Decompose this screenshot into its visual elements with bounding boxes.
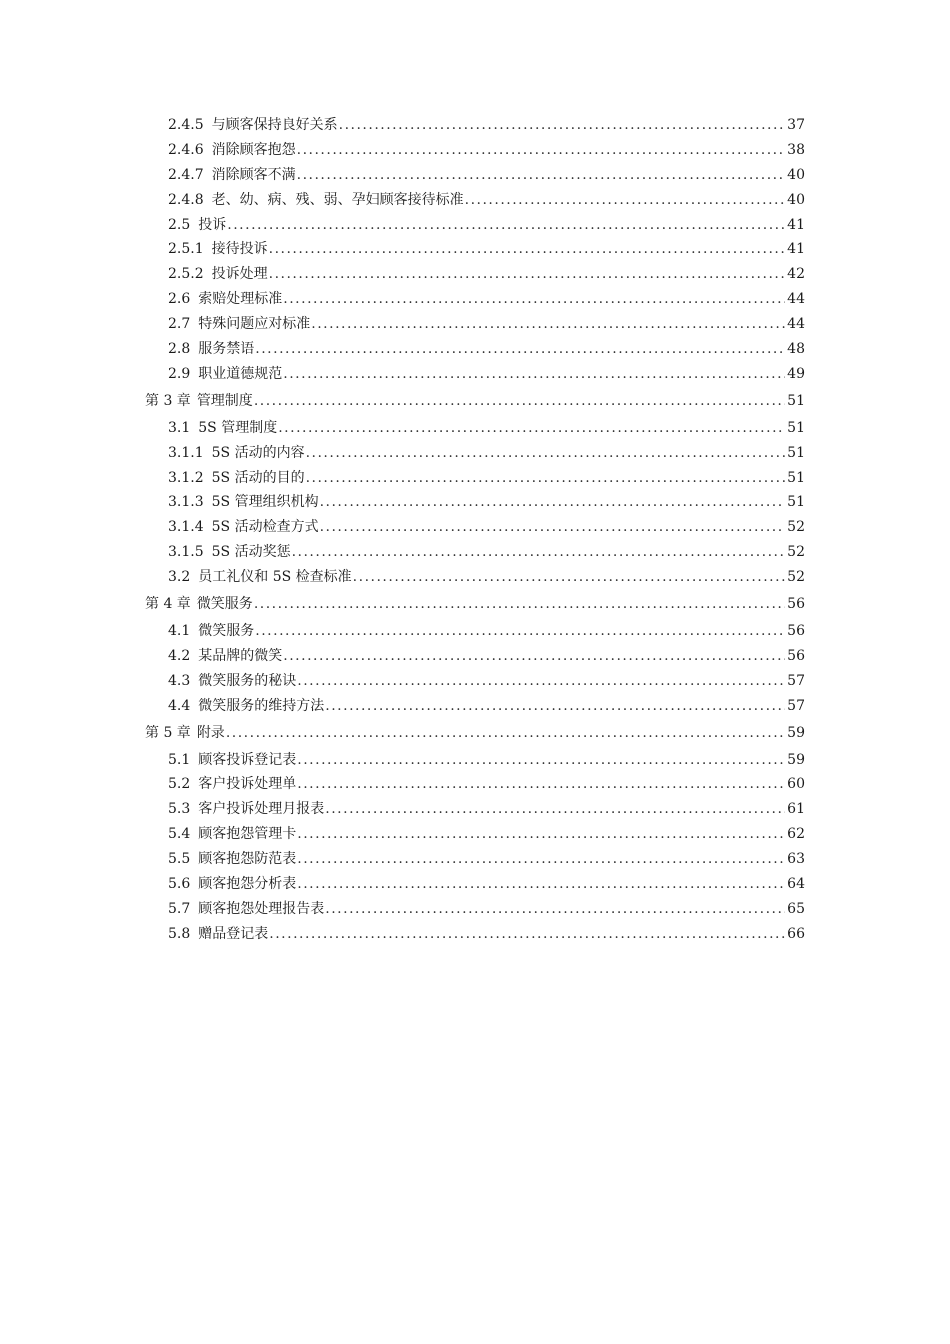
toc-entry-title: 赠品登记表 xyxy=(198,925,269,942)
toc-entry[interactable] xyxy=(168,797,805,822)
toc-entry-title: 管理制度 xyxy=(196,392,253,409)
toc-entry-number: 5.1 xyxy=(168,751,191,768)
toc-entry[interactable] xyxy=(168,138,805,163)
toc-entry-number: 2.4.6 xyxy=(168,141,204,158)
toc-entry[interactable] xyxy=(168,847,805,872)
toc-entry-page-number: 52 xyxy=(787,519,805,536)
toc-entry-title: 附录 xyxy=(196,724,225,741)
toc-entry-title: 客户投诉处理单 xyxy=(198,776,297,793)
toc-entry-number: 第 5 章 xyxy=(145,724,191,741)
toc-entry-number: 3.1.4 xyxy=(168,519,204,536)
toc-entry-number: 4.4 xyxy=(168,697,191,714)
toc-entry-number: 3.1.5 xyxy=(168,544,204,561)
toc-entry[interactable] xyxy=(168,669,805,694)
toc-entry-title: 5S 管理制度 xyxy=(198,419,278,436)
toc-entry-title: 顾客抱怨分析表 xyxy=(198,876,297,893)
toc-entry-page-number: 51 xyxy=(787,392,805,409)
toc-entry[interactable] xyxy=(168,922,805,947)
toc-entry-title: 接待投诉 xyxy=(211,241,268,258)
toc-entry-page-number: 64 xyxy=(787,876,805,893)
toc-entry[interactable] xyxy=(168,644,805,669)
toc-entry-title: 特殊问题应对标准 xyxy=(198,316,311,333)
toc-entry-page-number: 49 xyxy=(787,365,805,382)
toc-entry-number: 3.1.1 xyxy=(168,444,204,461)
toc-dot-leader xyxy=(296,748,785,773)
toc-entry[interactable] xyxy=(168,490,805,515)
toc-entry[interactable] xyxy=(168,441,805,466)
toc-dot-leader xyxy=(226,213,785,238)
toc-entry-number: 2.4.7 xyxy=(168,166,204,183)
toc-entry-page-number: 65 xyxy=(787,900,805,917)
toc-entry-number: 5.3 xyxy=(168,801,191,818)
toc-entry-number: 2.8 xyxy=(168,341,191,358)
toc-entry-title: 5S 活动的目的 xyxy=(211,469,305,486)
toc-entry-number: 4.1 xyxy=(168,623,191,640)
toc-dot-leader xyxy=(277,416,785,441)
toc-entry-title: 与顾客保持良好关系 xyxy=(211,117,338,133)
toc-entry[interactable] xyxy=(168,694,805,719)
toc-entry-page-number: 42 xyxy=(787,266,805,283)
toc-entry-page-number: 52 xyxy=(787,569,805,586)
toc-entry[interactable] xyxy=(168,213,805,238)
toc-entry-number: 2.5 xyxy=(168,216,191,233)
toc-entry-number: 第 4 章 xyxy=(145,596,191,613)
toc-entry[interactable] xyxy=(168,337,805,362)
toc-entry-page-number: 51 xyxy=(787,444,805,461)
toc-entry-page-number: 60 xyxy=(787,776,805,793)
toc-dot-leader xyxy=(253,590,785,618)
toc-entry-title: 消除顾客抱怨 xyxy=(211,141,296,158)
toc-entry[interactable] xyxy=(168,312,805,337)
toc-entry-title: 客户投诉处理月报表 xyxy=(198,801,325,818)
toc-entry-page-number: 51 xyxy=(787,494,805,511)
toc-entry-number: 5.5 xyxy=(168,851,191,868)
toc-entry-number: 第 3 章 xyxy=(145,392,191,409)
toc-entry-number: 5.6 xyxy=(168,876,191,893)
toc-dot-leader xyxy=(324,797,785,822)
toc-dot-leader xyxy=(254,337,785,362)
toc-entry-title: 5S 活动的内容 xyxy=(211,444,305,461)
toc-entry-page-number: 51 xyxy=(787,419,805,436)
toc-entry-number: 5.8 xyxy=(168,925,191,942)
toc-entry-title: 5S 活动奖惩 xyxy=(211,544,291,561)
toc-entry-title: 某品牌的微笑 xyxy=(198,647,283,664)
toc-dot-leader xyxy=(305,441,785,466)
toc-entry-page-number: 44 xyxy=(787,316,805,333)
toc-entry[interactable] xyxy=(168,188,805,213)
toc-entry-number: 3.2 xyxy=(168,569,191,586)
toc-dot-leader xyxy=(296,822,785,847)
toc-entry-page-number: 59 xyxy=(787,724,805,741)
toc-entry-number: 2.4.5 xyxy=(168,117,204,133)
toc-entry-number: 2.6 xyxy=(168,291,191,308)
toc-entry[interactable] xyxy=(168,540,805,565)
toc-entry-title: 服务禁语 xyxy=(198,341,255,358)
toc-dot-leader xyxy=(268,237,785,262)
toc-entry-title: 顾客投诉登记表 xyxy=(198,751,297,768)
toc-entry-page-number: 51 xyxy=(787,469,805,486)
toc-entry-page-number: 61 xyxy=(787,801,805,818)
toc-entry[interactable] xyxy=(168,416,805,441)
toc-entry[interactable] xyxy=(168,466,805,491)
toc-entry-title: 5S 活动检查方式 xyxy=(211,519,319,536)
toc-entry[interactable] xyxy=(168,748,805,773)
toc-entry-page-number: 59 xyxy=(787,751,805,768)
toc-dot-leader xyxy=(319,490,785,515)
toc-dot-leader xyxy=(282,644,785,669)
toc-entry-page-number: 56 xyxy=(787,647,805,664)
toc-dot-leader xyxy=(282,287,785,312)
toc-entry[interactable] xyxy=(168,113,805,138)
toc-entry-title: 投诉处理 xyxy=(211,266,268,283)
toc-entry-title: 微笑服务 xyxy=(196,596,253,613)
toc-entry-page-number: 40 xyxy=(787,191,805,208)
toc-entry-page-number: 52 xyxy=(787,544,805,561)
toc-dot-leader xyxy=(296,163,785,188)
toc-entry-page-number: 62 xyxy=(787,826,805,843)
toc-dot-leader xyxy=(296,772,785,797)
toc-dot-leader xyxy=(253,387,785,415)
toc-entry[interactable] xyxy=(168,897,805,922)
toc-entry[interactable] xyxy=(168,237,805,262)
toc-entry-number: 2.4.8 xyxy=(168,191,204,208)
toc-entry-title: 员工礼仪和 5S 检查标准 xyxy=(198,569,352,586)
toc-entry-number: 4.3 xyxy=(168,672,191,689)
toc-dot-leader xyxy=(268,922,785,947)
toc-entry[interactable] xyxy=(168,619,805,644)
toc-dot-leader xyxy=(282,362,785,387)
toc-entry-title: 职业道德规范 xyxy=(198,365,283,382)
toc-entry-page-number: 63 xyxy=(787,851,805,868)
toc-entry-page-number: 66 xyxy=(787,925,805,942)
toc-entry-page-number: 56 xyxy=(787,596,805,613)
toc-entry-number: 3.1.3 xyxy=(168,494,204,511)
toc-entry-number: 4.2 xyxy=(168,647,191,664)
toc-entry-page-number: 41 xyxy=(787,241,805,258)
toc-entry-title: 微笑服务的维持方法 xyxy=(198,697,325,714)
toc-entry-page-number: 57 xyxy=(787,697,805,714)
toc-entry-title: 5S 管理组织机构 xyxy=(211,494,319,511)
toc-entry-number: 2.7 xyxy=(168,316,191,333)
toc-entry-number: 3.1.2 xyxy=(168,469,204,486)
toc-dot-leader xyxy=(338,113,785,138)
toc-chapter-entry[interactable] xyxy=(145,590,805,618)
toc-entry-number: 2.5.1 xyxy=(168,241,204,258)
toc-entry-page-number: 38 xyxy=(787,141,805,158)
toc-entry-title: 顾客抱怨处理报告表 xyxy=(198,900,325,917)
toc-dot-leader xyxy=(296,138,785,163)
toc-entry[interactable] xyxy=(168,515,805,540)
toc-entry[interactable] xyxy=(168,822,805,847)
toc-dot-leader xyxy=(296,847,785,872)
toc-entry[interactable] xyxy=(168,287,805,312)
toc-entry-title: 顾客抱怨管理卡 xyxy=(198,826,297,843)
toc-dot-leader xyxy=(268,262,785,287)
toc-entry-number: 5.2 xyxy=(168,776,191,793)
toc-entry-title: 微笑服务的秘诀 xyxy=(198,672,297,689)
toc-entry-title: 索赔处理标准 xyxy=(198,291,283,308)
toc-dot-leader xyxy=(296,669,785,694)
toc-dot-leader xyxy=(324,897,785,922)
toc-entry-number: 2.9 xyxy=(168,365,191,382)
toc-entry-number: 2.5.2 xyxy=(168,266,204,283)
toc-entry-page-number: 48 xyxy=(787,341,805,358)
toc-entry-page-number: 44 xyxy=(787,291,805,308)
toc-dot-leader xyxy=(296,872,785,897)
toc-dot-leader xyxy=(319,515,785,540)
toc-entry[interactable] xyxy=(168,262,805,287)
table-of-contents xyxy=(0,113,950,947)
toc-entry-page-number: 41 xyxy=(787,216,805,233)
toc-dot-leader xyxy=(310,312,785,337)
toc-entry-number: 5.4 xyxy=(168,826,191,843)
toc-dot-leader xyxy=(324,694,785,719)
toc-entry[interactable] xyxy=(168,163,805,188)
toc-dot-leader xyxy=(352,565,785,590)
toc-entry-title: 顾客抱怨防范表 xyxy=(198,851,297,868)
toc-dot-leader xyxy=(291,540,785,565)
toc-entry-page-number: 56 xyxy=(787,623,805,640)
toc-entry-page-number: 57 xyxy=(787,672,805,689)
toc-entry-page-number: 37 xyxy=(787,117,805,133)
toc-entry-number: 3.1 xyxy=(168,419,191,436)
toc-dot-leader xyxy=(225,719,785,747)
toc-dot-leader xyxy=(464,188,785,213)
toc-entry-title: 老、幼、病、残、弱、孕妇顾客接待标准 xyxy=(211,191,464,208)
toc-entry-title: 微笑服务 xyxy=(198,623,255,640)
toc-entry[interactable] xyxy=(168,872,805,897)
toc-entry-page-number: 40 xyxy=(787,166,805,183)
toc-chapter-entry[interactable] xyxy=(145,387,805,415)
toc-entry-number: 5.7 xyxy=(168,900,191,917)
toc-dot-leader xyxy=(254,619,785,644)
toc-entry-title: 投诉 xyxy=(198,216,227,233)
toc-entry-title: 消除顾客不满 xyxy=(211,166,296,183)
toc-dot-leader xyxy=(305,466,785,491)
toc-chapter-entry[interactable] xyxy=(145,719,805,747)
toc-entry[interactable] xyxy=(168,565,805,590)
toc-entry[interactable] xyxy=(168,362,805,387)
toc-entry[interactable] xyxy=(168,772,805,797)
